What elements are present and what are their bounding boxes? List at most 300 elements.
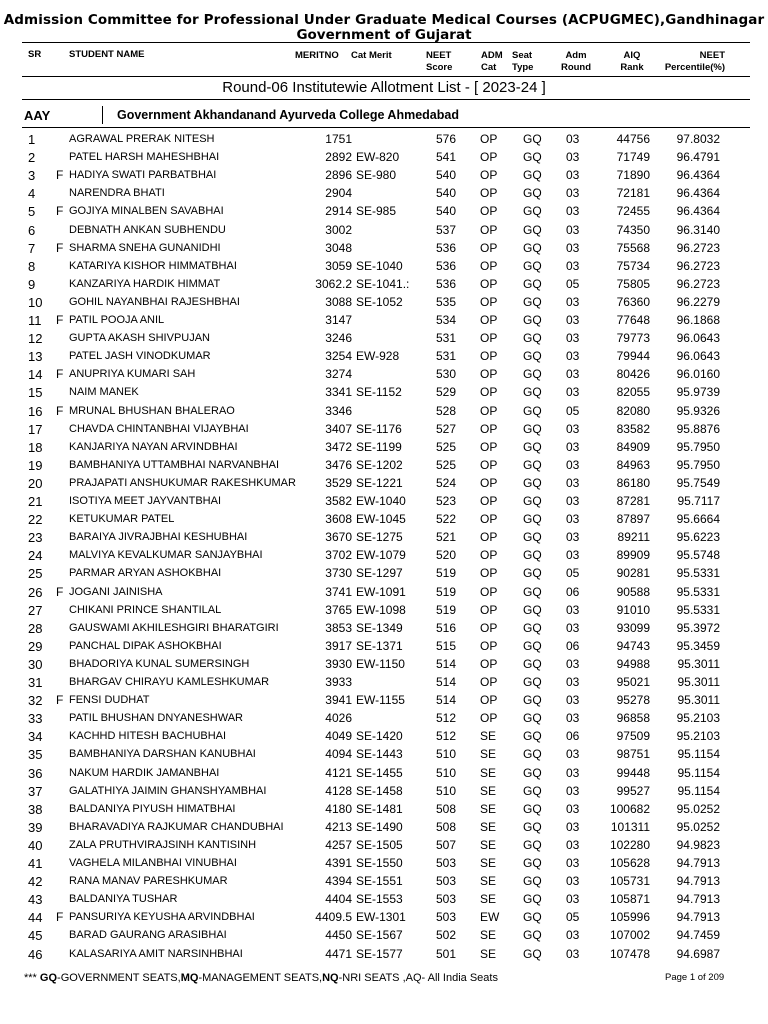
row-cat-merit: SE-985	[356, 204, 397, 218]
table-row	[0, 331, 768, 349]
row-meritno: 4128	[325, 784, 352, 798]
col-adm-cat-line2: Cat	[481, 62, 497, 73]
row-sr: 28	[28, 621, 43, 636]
row-aiq-rank: 93099	[616, 621, 650, 635]
row-adm-round: 03	[566, 802, 580, 816]
row-adm-cat: OP	[480, 603, 498, 617]
row-student-name: PATIL POOJA ANIL	[69, 314, 165, 326]
row-sr: 24	[28, 548, 43, 563]
row-neet-score: 524	[436, 476, 457, 490]
row-meritno: 3930	[325, 657, 352, 671]
row-adm-cat: OP	[480, 530, 498, 544]
row-seat-type: GQ	[523, 277, 542, 291]
row-aiq-rank: 72455	[616, 204, 650, 218]
row-aiq-rank: 84909	[616, 440, 650, 454]
row-seat-type: GQ	[523, 621, 542, 635]
row-sr: 46	[28, 947, 43, 962]
row-adm-cat: OP	[480, 657, 498, 671]
row-neet-score: 531	[436, 331, 457, 345]
row-seat-type: GQ	[523, 802, 542, 816]
row-cat-merit: EW-1091	[356, 585, 406, 599]
row-adm-cat: OP	[480, 404, 498, 418]
row-aiq-rank: 87281	[616, 494, 650, 508]
row-neet-score: 535	[436, 295, 457, 309]
row-neet-score: 510	[436, 784, 457, 798]
row-cat-merit: SE-1041.:	[356, 277, 410, 291]
row-aiq-rank: 86180	[616, 476, 650, 490]
row-neet-percentile: 94.7913	[676, 874, 720, 888]
row-meritno: 3407	[325, 422, 352, 436]
col-adm-round-line2: Round	[560, 62, 592, 73]
row-seat-type: GQ	[523, 259, 542, 273]
row-neet-score: 528	[436, 404, 457, 418]
row-neet-percentile: 95.3011	[677, 693, 720, 707]
col-student-name: STUDENT NAME	[69, 49, 145, 60]
col-neet-score	[426, 50, 452, 74]
row-sr: 31	[28, 675, 43, 690]
college-name: Government Akhandanand Ayurveda College Ahmedabad	[117, 108, 459, 122]
row-cat-merit: SE-1420	[356, 729, 403, 743]
row-sr: 9	[28, 277, 36, 292]
row-adm-round: 03	[566, 476, 580, 490]
row-neet-percentile: 95.5748	[676, 548, 720, 562]
row-student-name: BARAIYA JIVRAJBHAI KESHUBHAI	[69, 531, 248, 543]
row-adm-round: 03	[566, 838, 580, 852]
row-neet-percentile: 95.1154	[677, 784, 720, 798]
row-seat-type: GQ	[523, 404, 542, 418]
row-neet-score: 531	[436, 349, 457, 363]
col-aiq-rank-line2: Rank	[620, 62, 644, 73]
col-aiq-rank	[614, 50, 650, 74]
row-aiq-rank: 89909	[616, 548, 650, 562]
row-meritno: 4049	[325, 729, 352, 743]
row-adm-round: 03	[566, 874, 580, 888]
row-seat-type: GQ	[523, 186, 542, 200]
row-neet-percentile: 95.3972	[676, 621, 720, 635]
row-adm-cat: OP	[480, 241, 498, 255]
row-adm-cat: OP	[480, 675, 498, 689]
row-sr: 19	[28, 458, 43, 473]
row-aiq-rank: 96858	[616, 711, 650, 725]
row-neet-score: 519	[436, 603, 457, 617]
row-aiq-rank: 82080	[616, 404, 650, 418]
row-aiq-rank: 71749	[616, 150, 650, 164]
table-row	[0, 820, 768, 838]
row-adm-cat: OP	[480, 331, 498, 345]
row-neet-score: 507	[436, 838, 457, 852]
col-adm-round	[556, 50, 596, 74]
row-adm-cat: OP	[480, 277, 498, 291]
row-aiq-rank: 87897	[616, 512, 650, 526]
row-cat-merit: SE-1152	[356, 385, 402, 399]
row-aiq-rank: 79944	[616, 349, 650, 363]
row-adm-cat: OP	[480, 186, 498, 200]
row-cat-merit: SE-1443	[356, 747, 403, 761]
table-row	[0, 259, 768, 277]
row-aiq-rank: 79773	[616, 331, 650, 345]
row-neet-percentile: 96.2723	[676, 241, 720, 255]
row-sr: 34	[28, 729, 43, 744]
row-adm-cat: SE	[480, 729, 497, 743]
row-neet-score: 512	[436, 711, 457, 725]
row-student-name: KANJARIYA NAYAN ARVINDBHAI	[69, 441, 238, 453]
row-meritno: 2896	[325, 168, 352, 182]
row-meritno: 3702	[325, 548, 352, 562]
row-student-name: KATARIYA KISHOR HIMMATBHAI	[69, 260, 237, 272]
row-adm-round: 03	[566, 928, 580, 942]
table-row	[0, 385, 768, 403]
row-neet-percentile: 95.2103	[676, 729, 720, 743]
row-gender-flag: F	[56, 693, 64, 707]
row-neet-score: 536	[436, 277, 457, 291]
row-sr: 3	[28, 168, 36, 183]
table-row	[0, 675, 768, 693]
row-sr: 5	[28, 204, 36, 219]
row-cat-merit: SE-1455	[356, 766, 403, 780]
row-gender-flag: F	[56, 910, 64, 924]
row-meritno: 3088	[325, 295, 352, 309]
row-aiq-rank: 97509	[616, 729, 650, 743]
row-meritno: 4391	[325, 856, 352, 870]
row-seat-type: GQ	[523, 331, 542, 345]
row-adm-cat: OP	[480, 349, 498, 363]
row-neet-percentile: 95.5331	[676, 603, 720, 617]
row-adm-round: 03	[566, 349, 580, 363]
row-meritno: 4121	[325, 766, 352, 780]
table-row	[0, 440, 768, 458]
row-sr: 7	[28, 241, 36, 256]
row-meritno: 3346	[325, 404, 352, 418]
row-adm-cat: OP	[480, 512, 498, 526]
table-row	[0, 566, 768, 584]
row-neet-score: 540	[436, 204, 457, 218]
row-gender-flag: F	[56, 367, 64, 381]
footer-legend	[24, 972, 498, 984]
row-student-name: MRUNAL BHUSHAN BHALERAO	[69, 405, 235, 417]
row-seat-type: GQ	[523, 856, 542, 870]
row-seat-type: GQ	[523, 349, 542, 363]
row-neet-percentile: 96.3140	[676, 223, 720, 237]
row-neet-score: 510	[436, 747, 457, 761]
row-student-name: BHADORIYA KUNAL SUMERSINGH	[69, 658, 250, 670]
table-row	[0, 747, 768, 765]
row-meritno: 3246	[325, 331, 352, 345]
row-aiq-rank: 94988	[616, 657, 650, 671]
table-row	[0, 766, 768, 784]
row-seat-type: GQ	[523, 784, 542, 798]
row-adm-round: 03	[566, 603, 580, 617]
row-student-name: ZALA PRUTHVIRAJSINH KANTISINH	[69, 839, 257, 851]
row-sr: 15	[28, 385, 43, 400]
row-meritno: 4394	[325, 874, 352, 888]
col-cat-merit: Cat Merit	[351, 50, 392, 61]
row-neet-percentile: 95.2103	[676, 711, 720, 725]
row-sr: 36	[28, 766, 43, 781]
row-sr: 8	[28, 259, 36, 274]
row-adm-cat: OP	[480, 223, 498, 237]
table-row	[0, 838, 768, 856]
row-sr: 32	[28, 693, 43, 708]
row-student-name: GOJIYA MINALBEN SAVABHAI	[69, 205, 224, 217]
row-sr: 21	[28, 494, 43, 509]
row-meritno: 3147	[325, 313, 352, 327]
row-seat-type: GQ	[523, 512, 542, 526]
row-student-name: GALATHIYA JAIMIN GHANSHYAMBHAI	[69, 785, 267, 797]
table-row	[0, 367, 768, 385]
row-neet-score: 525	[436, 440, 457, 454]
row-adm-round: 03	[566, 313, 580, 327]
row-adm-round: 03	[566, 856, 580, 870]
row-student-name: GOHIL NAYANBHAI RAJESHBHAI	[69, 296, 240, 308]
row-student-name: BHARAVADIYA RAJKUMAR CHANDUBHAI	[69, 821, 284, 833]
row-cat-merit: EW-1079	[356, 548, 406, 562]
header-rule-bottom	[22, 76, 750, 77]
row-seat-type: GQ	[523, 947, 542, 961]
row-neet-percentile: 96.4364	[676, 186, 720, 200]
row-sr: 38	[28, 802, 43, 817]
row-neet-score: 519	[436, 566, 457, 580]
row-aiq-rank: 105731	[609, 874, 650, 888]
row-meritno: 3274	[325, 367, 352, 381]
row-neet-score: 516	[436, 621, 457, 635]
row-aiq-rank: 107478	[609, 947, 650, 961]
row-adm-cat: OP	[480, 132, 498, 146]
row-student-name: BARAD GAURANG ARASIBHAI	[69, 929, 227, 941]
row-adm-cat: SE	[480, 838, 497, 852]
row-sr: 26	[28, 585, 43, 600]
row-adm-cat: OP	[480, 385, 498, 399]
row-sr: 23	[28, 530, 43, 545]
row-cat-merit: SE-1577	[356, 947, 403, 961]
row-cat-merit: SE-1481	[356, 802, 403, 816]
row-aiq-rank: 105628	[609, 856, 650, 870]
row-meritno: 2904	[325, 186, 352, 200]
row-meritno: 3582	[325, 494, 352, 508]
row-student-name: CHIKANI PRINCE SHANTILAL	[69, 604, 222, 616]
row-seat-type: GQ	[523, 168, 542, 182]
table-row	[0, 892, 768, 910]
table-row	[0, 295, 768, 313]
row-cat-merit: SE-980	[356, 168, 397, 182]
row-adm-round: 03	[566, 150, 580, 164]
row-meritno: 4213	[325, 820, 352, 834]
table-row	[0, 512, 768, 530]
row-seat-type: GQ	[523, 711, 542, 725]
row-seat-type: GQ	[523, 675, 542, 689]
col-meritno: MERITNO	[295, 50, 339, 61]
row-neet-percentile: 95.1154	[677, 747, 720, 761]
row-aiq-rank: 76360	[616, 295, 650, 309]
row-neet-percentile: 96.0643	[676, 331, 720, 345]
row-neet-score: 512	[436, 729, 457, 743]
row-neet-score: 529	[436, 385, 457, 399]
row-adm-cat: OP	[480, 440, 498, 454]
footer-gq-code: GQ	[39, 972, 58, 984]
row-sr: 20	[28, 476, 43, 491]
row-aiq-rank: 71890	[616, 168, 650, 182]
row-sr: 42	[28, 874, 43, 889]
row-student-name: BHARGAV CHIRAYU KAMLESHKUMAR	[69, 676, 270, 688]
table-row	[0, 874, 768, 892]
row-neet-score: 536	[436, 259, 457, 273]
row-neet-score: 508	[436, 802, 457, 816]
row-aiq-rank: 80426	[616, 367, 650, 381]
round-rule	[22, 99, 750, 100]
row-cat-merit: SE-1567	[356, 928, 403, 942]
row-adm-cat: OP	[480, 585, 498, 599]
table-row	[0, 223, 768, 241]
row-seat-type: GQ	[523, 385, 542, 399]
row-adm-round: 03	[566, 747, 580, 761]
row-adm-cat: OP	[480, 313, 498, 327]
row-adm-round: 03	[566, 766, 580, 780]
row-seat-type: GQ	[523, 223, 542, 237]
row-meritno: 3741	[325, 585, 352, 599]
row-cat-merit: SE-1275	[356, 530, 403, 544]
row-student-name: ISOTIYA MEET JAYVANTBHAI	[69, 495, 221, 507]
row-sr: 6	[28, 223, 36, 238]
row-adm-cat: SE	[480, 947, 497, 961]
row-neet-percentile: 95.8876	[676, 422, 720, 436]
row-student-name: BALDANIYA TUSHAR	[69, 893, 178, 905]
row-gender-flag: F	[56, 404, 64, 418]
table-row	[0, 856, 768, 874]
row-cat-merit: SE-1349	[356, 621, 403, 635]
row-student-name: FENSI DUDHAT	[69, 694, 150, 706]
row-adm-cat: OP	[480, 566, 498, 580]
row-adm-cat: OP	[480, 204, 498, 218]
row-meritno: 4471	[325, 947, 352, 961]
row-sr: 44	[28, 910, 43, 925]
footer-gq-text: -GOVERNMENT SEATS,	[57, 972, 181, 984]
row-neet-score: 510	[436, 766, 457, 780]
row-adm-round: 03	[566, 530, 580, 544]
row-adm-cat: OP	[480, 168, 498, 182]
row-neet-percentile: 96.4364	[676, 204, 720, 218]
row-sr: 22	[28, 512, 43, 527]
row-adm-round: 03	[566, 422, 580, 436]
row-adm-round: 03	[566, 711, 580, 725]
row-adm-round: 06	[566, 639, 580, 653]
row-adm-cat: OP	[480, 476, 498, 490]
row-adm-round: 03	[566, 657, 580, 671]
row-meritno: 3730	[325, 566, 352, 580]
row-adm-cat: OP	[480, 494, 498, 508]
page-number: Page 1 of 209	[665, 972, 725, 983]
row-neet-score: 519	[436, 585, 457, 599]
row-adm-round: 03	[566, 621, 580, 635]
row-sr: 14	[28, 367, 43, 382]
row-neet-percentile: 95.9739	[676, 385, 720, 399]
row-adm-cat: OP	[480, 150, 498, 164]
row-adm-round: 03	[566, 947, 580, 961]
table-row	[0, 313, 768, 331]
table-row	[0, 910, 768, 928]
row-cat-merit: SE-1458	[356, 784, 403, 798]
row-student-name: RANA MANAV PARESHKUMAR	[69, 875, 228, 887]
row-neet-percentile: 96.4364	[676, 168, 720, 182]
row-adm-cat: SE	[480, 874, 497, 888]
header-title: Admission Committee for Professional Under Graduate Medical Courses (ACPUGMEC),Gandhinagar	[3, 12, 765, 28]
footer-mq-text: -MANAGEMENT SEATS,	[198, 972, 323, 984]
row-neet-percentile: 96.0643	[676, 349, 720, 363]
row-seat-type: GQ	[523, 928, 542, 942]
row-aiq-rank: 95021	[616, 675, 650, 689]
row-adm-round: 06	[566, 585, 580, 599]
row-student-name: CHAVDA CHINTANBHAI VIJAYBHAI	[69, 423, 249, 435]
row-student-name: DEBNATH ANKAN SUBHENDU	[69, 224, 226, 236]
row-aiq-rank: 75568	[616, 241, 650, 255]
row-aiq-rank: 91010	[616, 603, 650, 617]
row-adm-round: 06	[566, 729, 580, 743]
row-cat-merit: SE-1297	[356, 566, 403, 580]
row-sr: 25	[28, 566, 43, 581]
row-neet-percentile: 95.0252	[676, 802, 720, 816]
row-neet-percentile: 95.0252	[676, 820, 720, 834]
table-row	[0, 928, 768, 946]
row-adm-cat: OP	[480, 548, 498, 562]
row-student-name: PATEL JASH VINODKUMAR	[69, 350, 211, 362]
row-neet-percentile: 94.7913	[676, 892, 720, 906]
row-adm-round: 03	[566, 675, 580, 689]
row-aiq-rank: 75734	[616, 259, 650, 273]
row-aiq-rank: 90588	[616, 585, 650, 599]
row-neet-score: 540	[436, 168, 457, 182]
row-aiq-rank: 107002	[609, 928, 650, 942]
table-row	[0, 349, 768, 367]
table-row	[0, 802, 768, 820]
row-cat-merit: EW-1045	[356, 512, 406, 526]
row-aiq-rank: 99527	[616, 784, 650, 798]
row-neet-percentile: 94.7459	[676, 928, 720, 942]
row-neet-score: 514	[436, 657, 457, 671]
row-neet-percentile: 96.1868	[676, 313, 720, 327]
row-meritno: 3048	[325, 241, 352, 255]
row-seat-type: GQ	[523, 603, 542, 617]
row-seat-type: GQ	[523, 476, 542, 490]
row-neet-score: 503	[436, 856, 457, 870]
row-neet-percentile: 94.7913	[676, 856, 720, 870]
table-row	[0, 277, 768, 295]
row-meritno: 3608	[325, 512, 352, 526]
table-row	[0, 404, 768, 422]
row-adm-round: 03	[566, 458, 580, 472]
row-adm-round: 03	[566, 784, 580, 798]
row-adm-round: 03	[566, 367, 580, 381]
row-gender-flag: F	[56, 168, 64, 182]
row-seat-type: GQ	[523, 747, 542, 761]
row-student-name: GUPTA AKASH SHIVPUJAN	[69, 332, 211, 344]
row-meritno: 3472	[325, 440, 352, 454]
row-neet-percentile: 95.6223	[676, 530, 720, 544]
row-sr: 16	[28, 404, 43, 419]
header-subtitle: Government of Gujarat	[296, 27, 472, 43]
row-sr: 10	[28, 295, 43, 310]
row-sr: 4	[28, 186, 36, 201]
row-student-name: AGRAWAL PRERAK NITESH	[69, 133, 215, 145]
row-seat-type: GQ	[523, 838, 542, 852]
row-meritno: 4450	[325, 928, 352, 942]
row-neet-score: 525	[436, 458, 457, 472]
row-neet-percentile: 94.7913	[676, 910, 720, 924]
row-sr: 39	[28, 820, 43, 835]
row-neet-score: 521	[436, 530, 457, 544]
row-neet-score: 514	[436, 693, 457, 707]
college-code: AAY	[24, 108, 51, 123]
row-adm-round: 05	[566, 566, 580, 580]
row-cat-merit: EW-1301	[356, 910, 406, 924]
row-adm-round: 03	[566, 241, 580, 255]
